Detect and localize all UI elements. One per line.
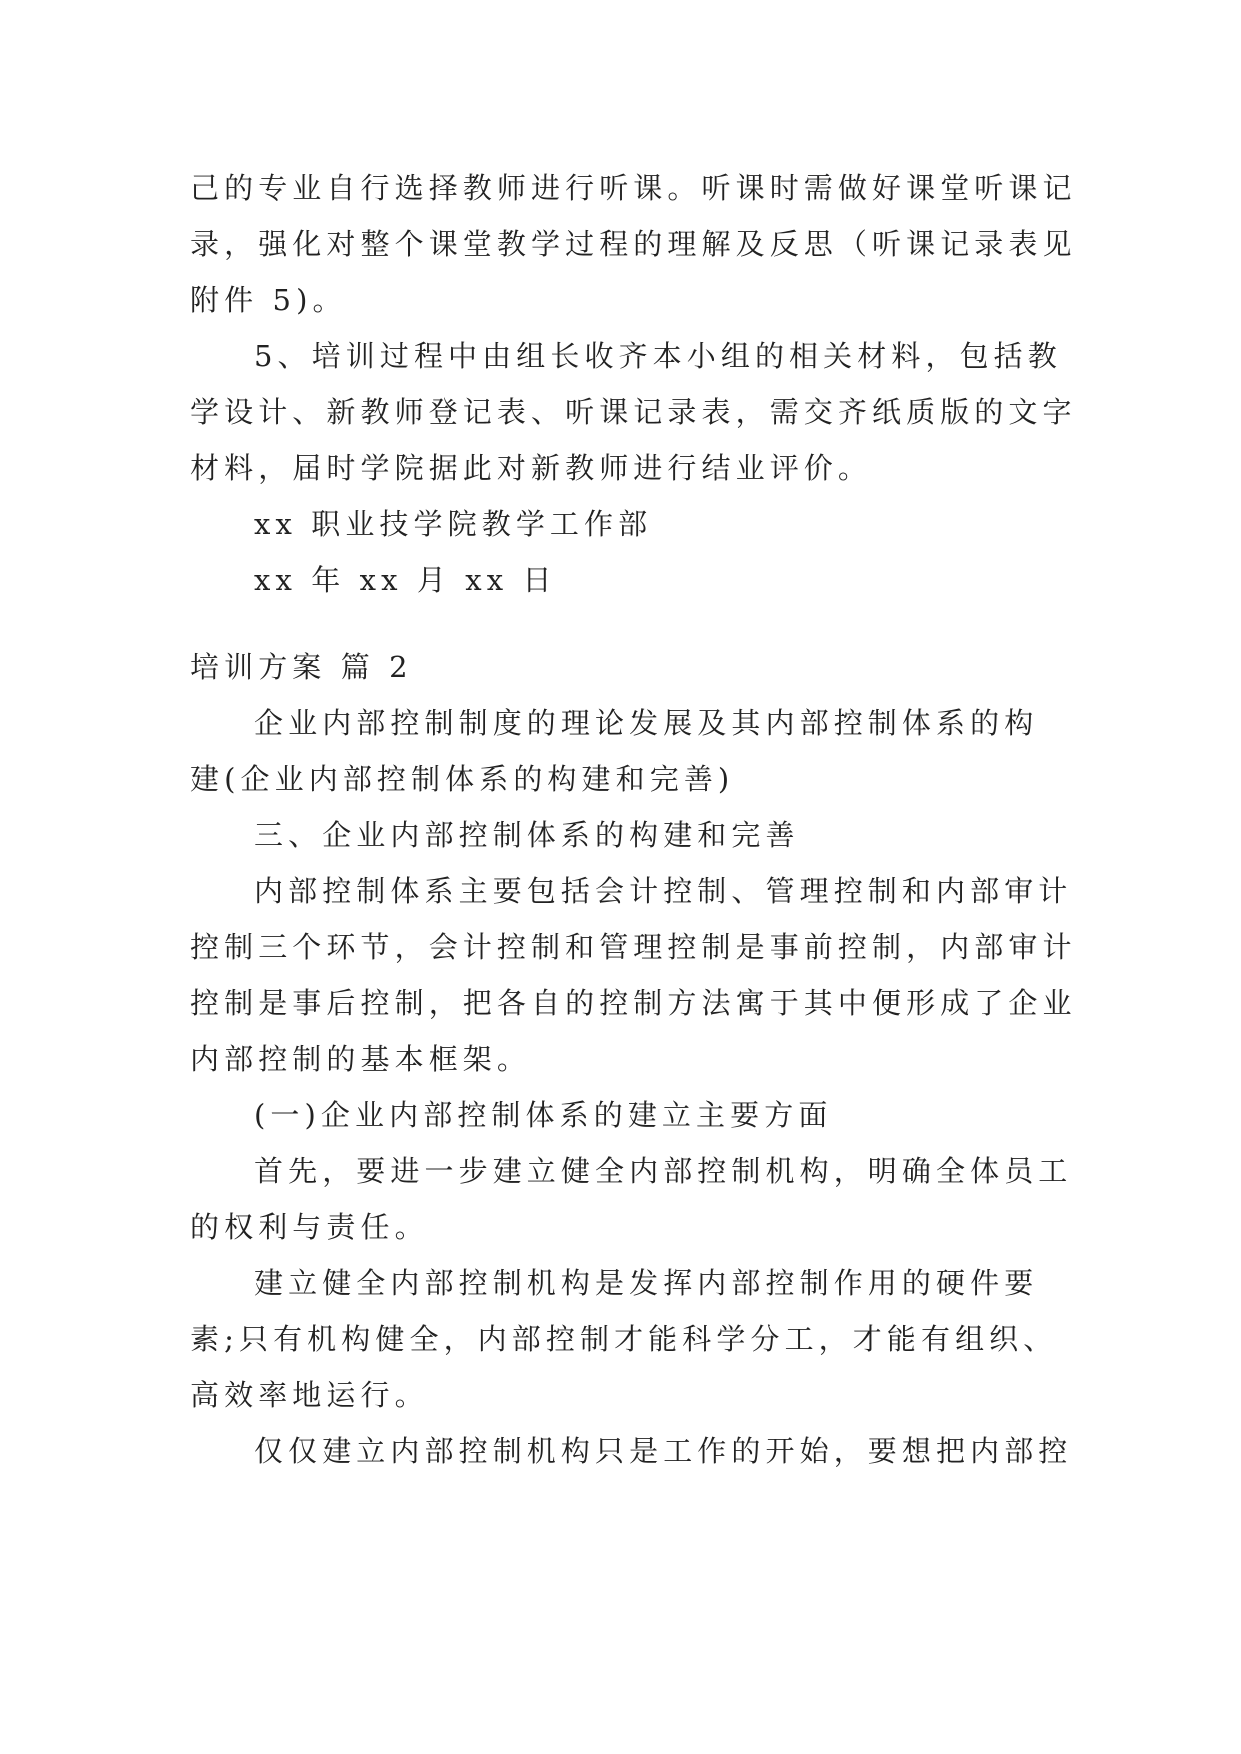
text-line: 己的专业自行选择教师进行听课。听课时需做好课堂听课记 xyxy=(190,171,1077,205)
paragraph-control-system xyxy=(190,863,1077,1087)
text-line: 控制三个环节，会计控制和管理控制是事前控制，内部审计 xyxy=(190,930,1077,964)
text-line: 素;只有机构健全，内部控制才能科学分工，才能有组织、 xyxy=(190,1322,1058,1356)
text-line: 企业内部控制制度的理论发展及其内部控制体系的构 xyxy=(254,706,1039,740)
text-line: 的权利与责任。 xyxy=(190,1210,429,1244)
text-line: 首先，要进一步建立健全内部控制机构，明确全体员工 xyxy=(254,1154,1073,1188)
paragraph-item-5 xyxy=(190,328,1077,496)
paragraph-first xyxy=(190,1143,1073,1255)
text-line: 高效率地运行。 xyxy=(190,1378,429,1412)
text-line: 录，强化对整个课堂教学过程的理解及反思（听课记录表见 xyxy=(190,227,1077,261)
section-heading: 培训方案 篇 2 xyxy=(190,650,413,684)
paragraph-title xyxy=(190,695,1070,807)
subheading-one: (一)企业内部控制体系的建立主要方面 xyxy=(254,1098,833,1132)
signature-date: xx 年 xx 月 xx 日 xyxy=(254,563,557,597)
text-line: 附件 5)。 xyxy=(190,283,347,317)
text-line: 建(企业内部控制体系的构建和完善) xyxy=(190,762,735,796)
text-line: 内部控制体系主要包括会计控制、管理控制和内部审计 xyxy=(254,874,1073,908)
section-spacer xyxy=(190,608,1070,639)
paragraph-last xyxy=(190,1423,1073,1479)
text-line: 内部控制的基本框架。 xyxy=(190,1042,532,1076)
signature-organization: xx 职业技学院教学工作部 xyxy=(254,507,653,541)
paragraph-attend-lectures xyxy=(190,160,1077,328)
text-line: 控制是事后控制，把各自的控制方法寓于其中便形成了企业 xyxy=(190,986,1077,1020)
text-line: 学设计、新教师登记表、听课记录表，需交齐纸质版的文字 xyxy=(190,395,1077,429)
text-line: 材料，届时学院据此对新教师进行结业评价。 xyxy=(190,451,873,485)
paragraph-organization xyxy=(190,1255,1070,1423)
text-line: 5、培训过程中由组长收齐本小组的相关材料，包括教 xyxy=(254,339,1062,373)
subheading-three: 三、企业内部控制体系的构建和完善 xyxy=(254,818,800,852)
text-line: 仅仅建立内部控制机构只是工作的开始，要想把内部控 xyxy=(254,1434,1073,1468)
document-body xyxy=(190,160,1077,1479)
text-line: 建立健全内部控制机构是发挥内部控制作用的硬件要 xyxy=(254,1266,1039,1300)
